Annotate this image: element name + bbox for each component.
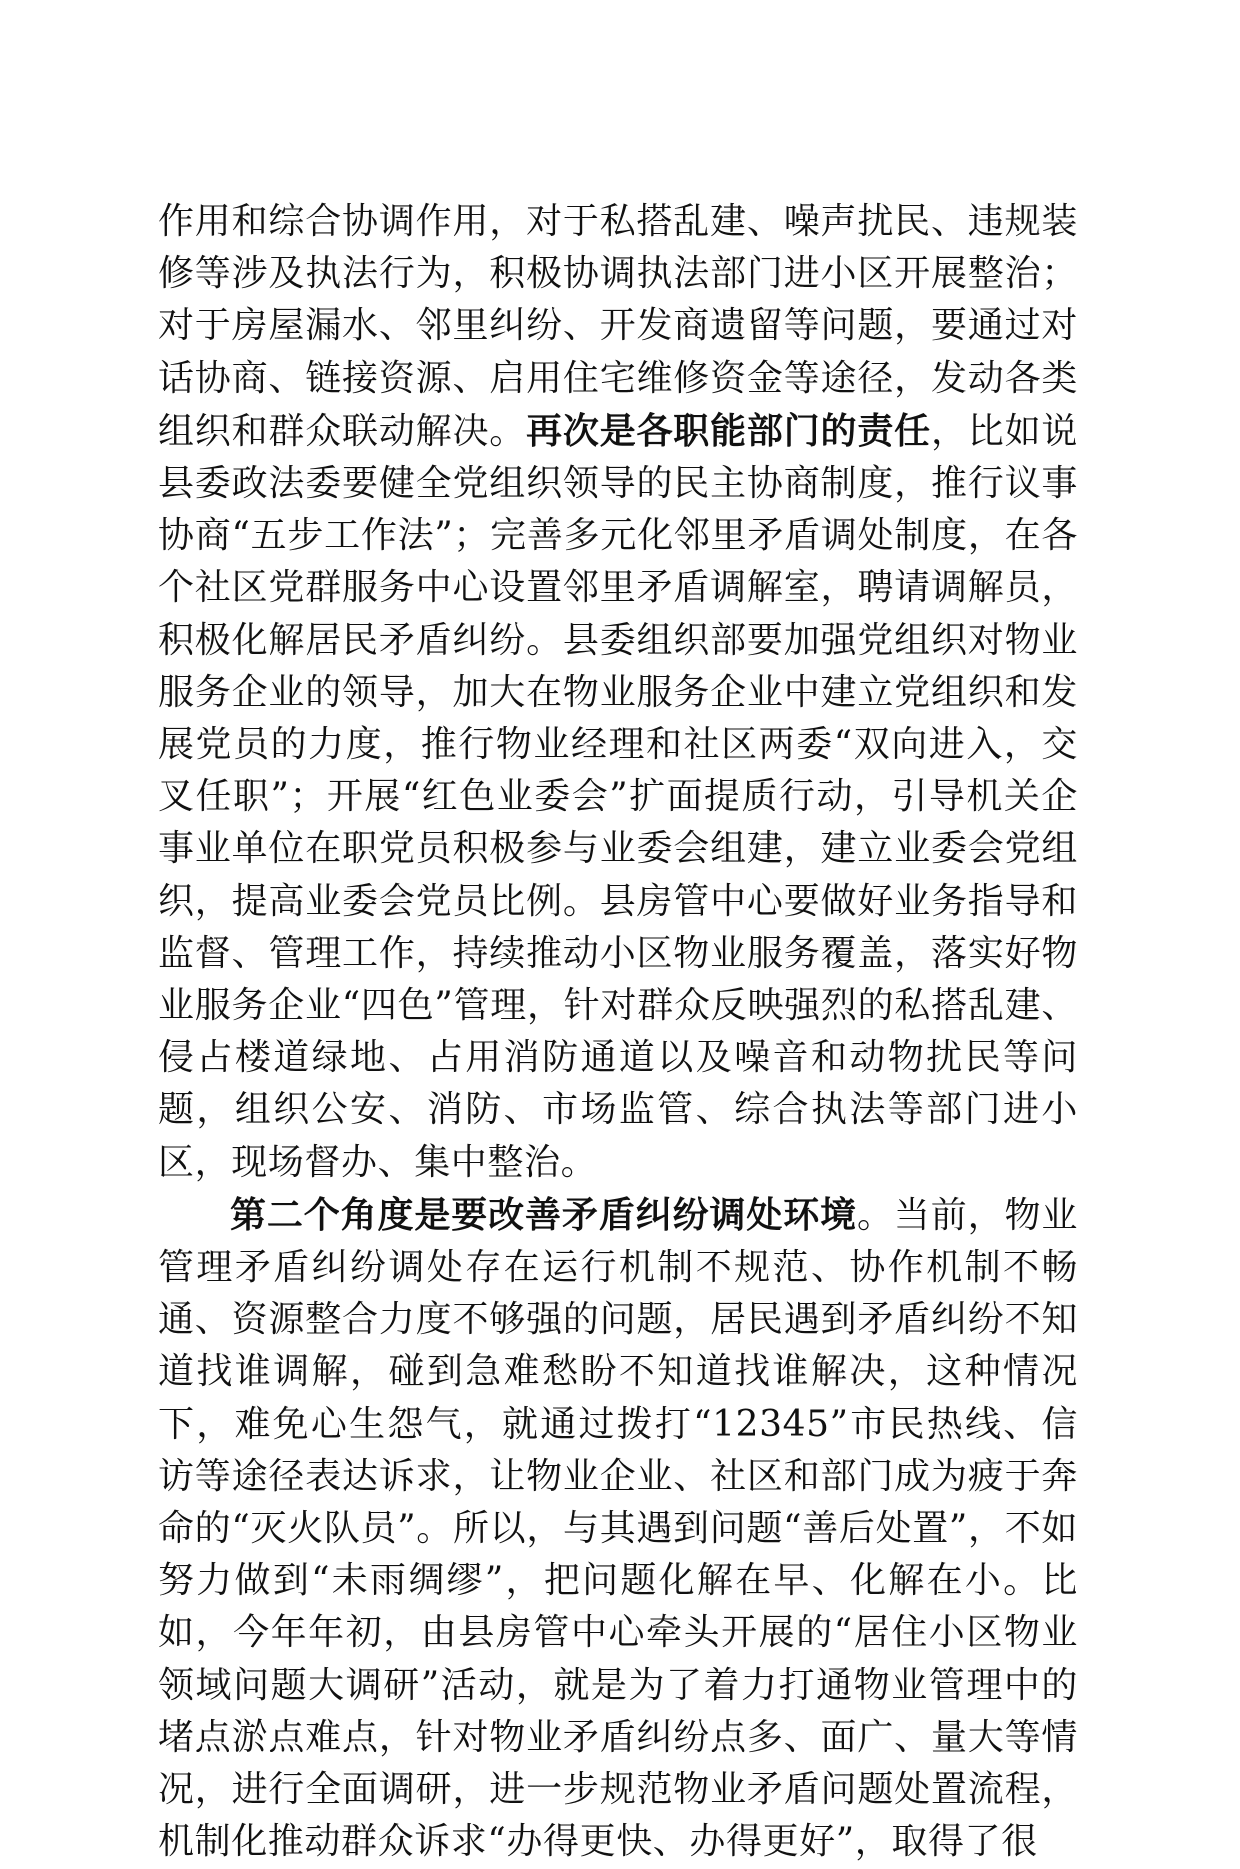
paragraph-1-bold-heading: 再次是各职能部门的责任	[526, 409, 931, 452]
paragraph-2	[158, 1189, 1078, 1869]
paragraph-2-text: 。当前，物业管理矛盾纠纷调处存在运行机制不规范、协作机制不畅通、资源整合力度不够强的问题，居民遇到矛盾纠纷不知道找谁调解，碰到急难愁盼不知道找谁解决，这种情况下，难免心生怨气，就通过拨打“12345”市民热线、信访等途径表达诉求，让物业企业、社区和部门成为疲于奔命的“灭火队员”。所以，与其遇到问题“善后处置”，不如努力做到“未雨绸缪”，把问题化解在早、化解在小。比如，今年年初，由县房管中心牵头开展的“居住小区物业领域问题大调研”活动，就是为了着力打通物业管理中的堵点淤点难点，针对物业矛盾纠纷点多、面广、量大等情况，进行全面调研，进一步规范物业矛盾问题处置流程，机制化推动群众诉求“办得更快、办得更好”，取得了很	[158, 1194, 1078, 1863]
paragraph-1	[158, 196, 1078, 1189]
paragraph-1-text-a: 作用和综合协调作用，对于私搭乱建、噪声扰民、违规装修等涉及执法行为，积极协调执法部门进小区开展整治；对于房屋漏水、邻里纠纷、开发商遗留等问题，要通过对话协商、链接资源、启用住宅维修资金等途径，发动各类组织和群众联动解决。	[158, 201, 1078, 452]
paragraph-1-text-b: ，比如说县委政法委要健全党组织领导的民主协商制度，推行议事协商“五步工作法”；完善多元化邻里矛盾调处制度，在各个社区党群服务中心设置邻里矛盾调解室，聘请调解员，积极化解居民矛盾纠纷。县委组织部要加强党组织对物业服务企业的领导，加大在物业服务企业中建立党组织和发展党员的力度，推行物业经理和社区两委“双向进入，交叉任职”；开展“红色业委会”扩面提质行动，引导机关企事业单位在职党员积极参与业委会组建，建立业委会党组织，提高业委会党员比例。县房管中心要做好业务指导和监督、管理工作，持续推动小区物业服务覆盖，落实好物业服务企业“四色”管理，针对群众反映强烈的私搭乱建、侵占楼道绿地、占用消防通道以及噪音和动物扰民等问题，组织公安、消防、市场监管、综合执法等部门进小区，现场督办、集中整治。	[158, 410, 1078, 1183]
document-body	[158, 196, 1078, 1869]
paragraph-2-bold-heading: 第二个角度是要改善矛盾纠纷调处环境	[230, 1193, 857, 1236]
